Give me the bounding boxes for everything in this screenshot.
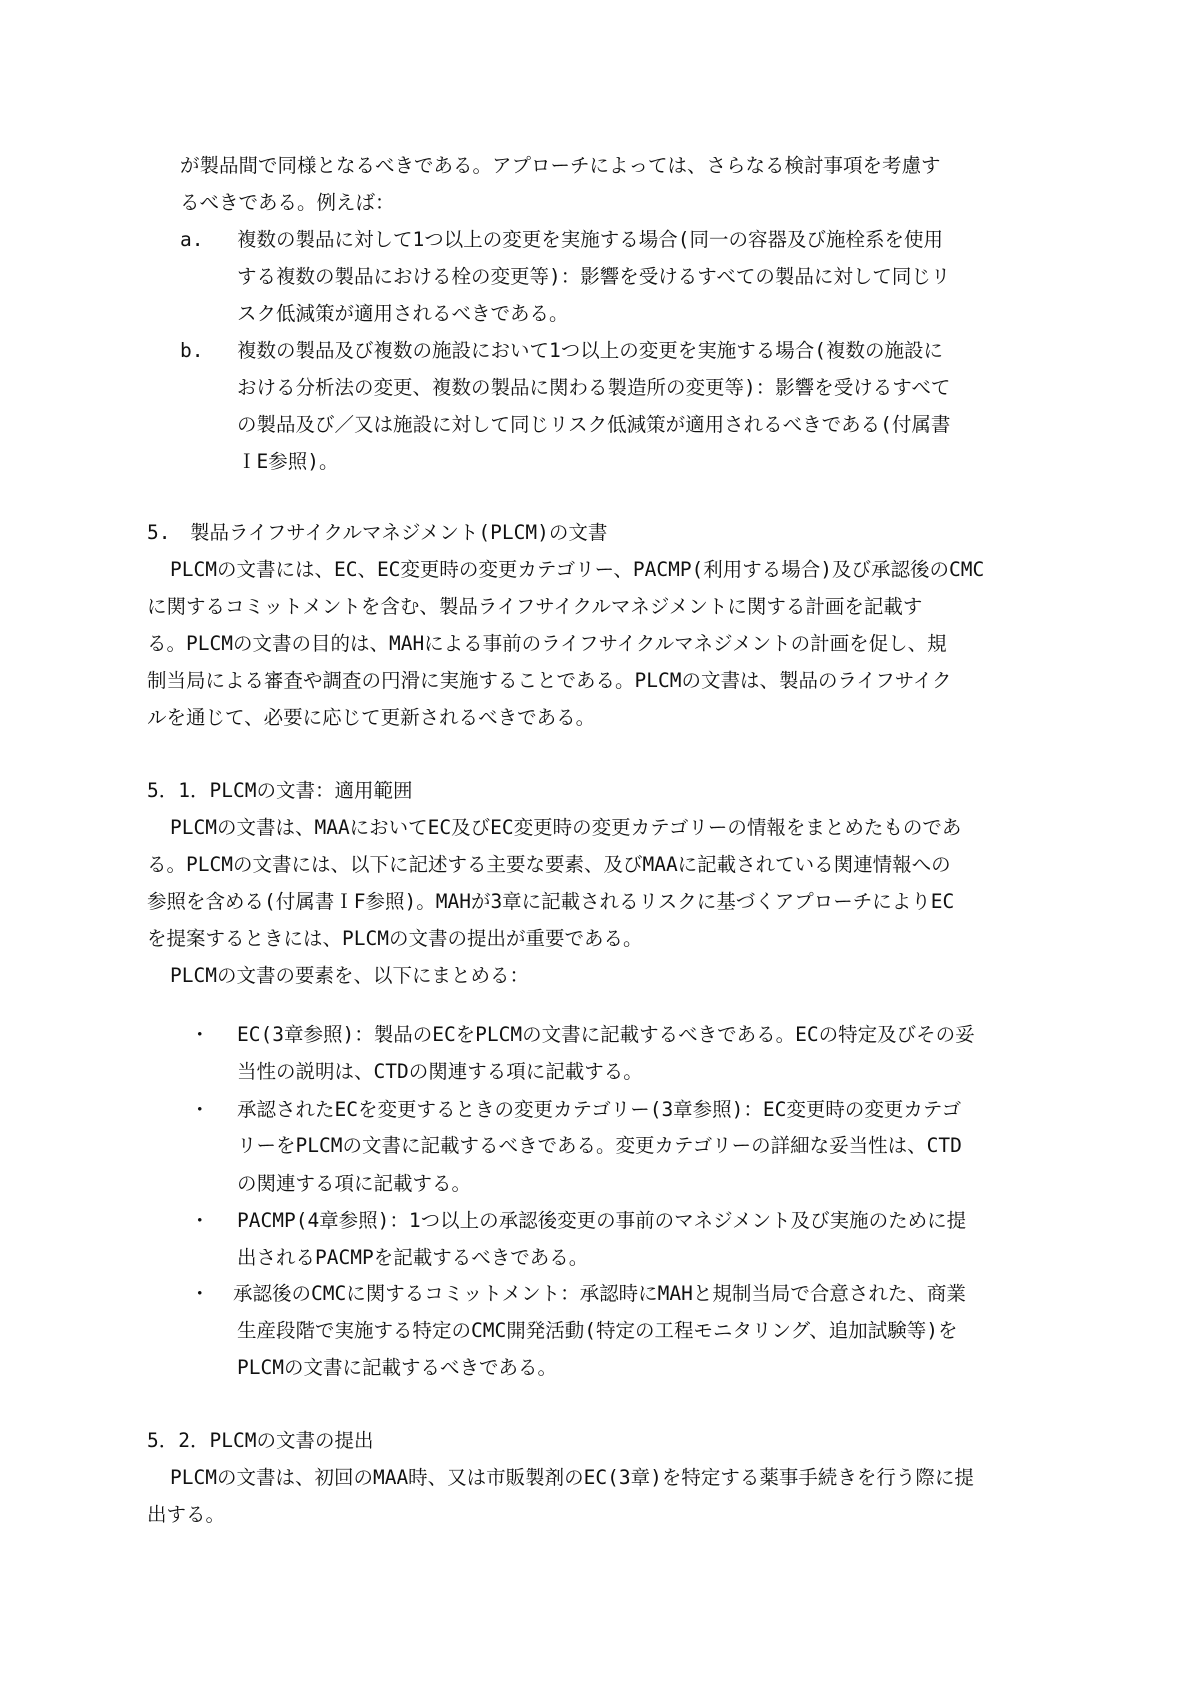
paragraph-line: PLCMの文書は、MAAにおいてEC及びEC変更時の変更カテゴリーの情報をまとめたものであ xyxy=(170,816,962,839)
bullet-icon: ・ xyxy=(190,1209,210,1232)
paragraph-line: るべきである。例えば： xyxy=(180,191,395,214)
list-item-line: おける分析法の変更、複数の製品に関わる製造所の変更等)：影響を受けるすべて xyxy=(237,376,951,399)
bullet-line: 承認後のCMCに関するコミットメント：承認時にMAHと規制当局で合意された、商業 xyxy=(233,1282,966,1305)
bullet-line: PLCMの文書に記載するべきである。 xyxy=(237,1356,557,1379)
bullet-line: 生産段階で実施する特定のCMC開発活動(特定の工程モニタリング、追加試験等)を xyxy=(237,1319,958,1342)
list-item-line: 複数の製品及び複数の施設において1つ以上の変更を実施する場合(複数の施設に xyxy=(237,339,943,362)
paragraph-line: を提案するときには、PLCMの文書の提出が重要である。 xyxy=(147,927,643,950)
list-item-line: 複数の製品に対して1つ以上の変更を実施する場合(同一の容器及び施栓系を使用 xyxy=(237,228,943,251)
bullet-line: リーをPLCMの文書に記載するべきである。変更カテゴリーの詳細な妥当性は、CTD xyxy=(237,1134,962,1157)
list-item-line: の製品及び／又は施設に対して同じリスク低減策が適用されるべきである(付属書 xyxy=(237,413,951,436)
list-item-line: スク低減策が適用されるべきである。 xyxy=(237,302,569,325)
bullet-icon: ・ xyxy=(190,1098,210,1121)
section-heading: 5. 製品ライフサイクルマネジメント(PLCM)の文書 xyxy=(147,521,608,544)
paragraph-line: PLCMの文書の要素を、以下にまとめる： xyxy=(170,964,529,987)
list-marker: b. xyxy=(180,339,204,362)
paragraph-line: ルを通じて、必要に応じて更新されるべきである。 xyxy=(147,706,596,729)
paragraph-line: 参照を含める(付属書ＩF参照)。MAHが3章に記載されるリスクに基づくアプローチによりEC xyxy=(147,890,955,913)
bullet-line: の関連する項に記載する。 xyxy=(237,1172,472,1195)
paragraph-line: る。PLCMの文書の目的は、MAHによる事前のライフサイクルマネジメントの計画を促し、規 xyxy=(147,632,947,655)
list-item-line: する複数の製品における栓の変更等)：影響を受けるすべての製品に対して同じリ xyxy=(237,265,951,288)
bullet-line: EC(3章参照)：製品のECをPLCMの文書に記載するべきである。ECの特定及びその妥 xyxy=(237,1023,975,1046)
paragraph-line: 出する。 xyxy=(147,1503,226,1526)
paragraph-line: る。PLCMの文書には、以下に記述する主要な要素、及びMAAに記載されている関連情報への xyxy=(147,853,951,876)
bullet-line: 承認されたECを変更するときの変更カテゴリー(3章参照)：EC変更時の変更カテゴ xyxy=(237,1098,962,1121)
list-marker: a. xyxy=(180,228,204,251)
bullet-line: 当性の説明は、CTDの関連する項に記載する。 xyxy=(237,1060,643,1083)
paragraph-line: PLCMの文書は、初回のMAA時、又は市販製剤のEC(3章)を特定する薬事手続きを行う際に提 xyxy=(170,1466,974,1489)
paragraph-line: が製品間で同様となるべきである。アプローチによっては、さらなる検討事項を考慮す xyxy=(180,154,941,177)
paragraph-line: に関するコミットメントを含む、製品ライフサイクルマネジメントに関する計画を記載す xyxy=(147,595,923,618)
paragraph-line: PLCMの文書には、EC、EC変更時の変更カテゴリー、PACMP(利用する場合)及び承認後のCMC xyxy=(170,558,985,581)
paragraph-line: 制当局による審査や調査の円滑に実施することである。PLCMの文書は、製品のライフサイク xyxy=(147,669,952,692)
list-item-line: ＩE参照)。 xyxy=(237,450,339,473)
section-heading: 5．1．PLCMの文書：適用範囲 xyxy=(147,779,413,802)
bullet-line: 出されるPACMPを記載するべきである。 xyxy=(237,1246,589,1269)
bullet-icon: ・ xyxy=(190,1282,210,1305)
section-heading: 5．2．PLCMの文書の提出 xyxy=(147,1429,374,1452)
bullet-icon: ・ xyxy=(190,1023,210,1046)
bullet-line: PACMP(4章参照)：1つ以上の承認後変更の事前のマネジメント及び実施のために提 xyxy=(237,1209,967,1232)
